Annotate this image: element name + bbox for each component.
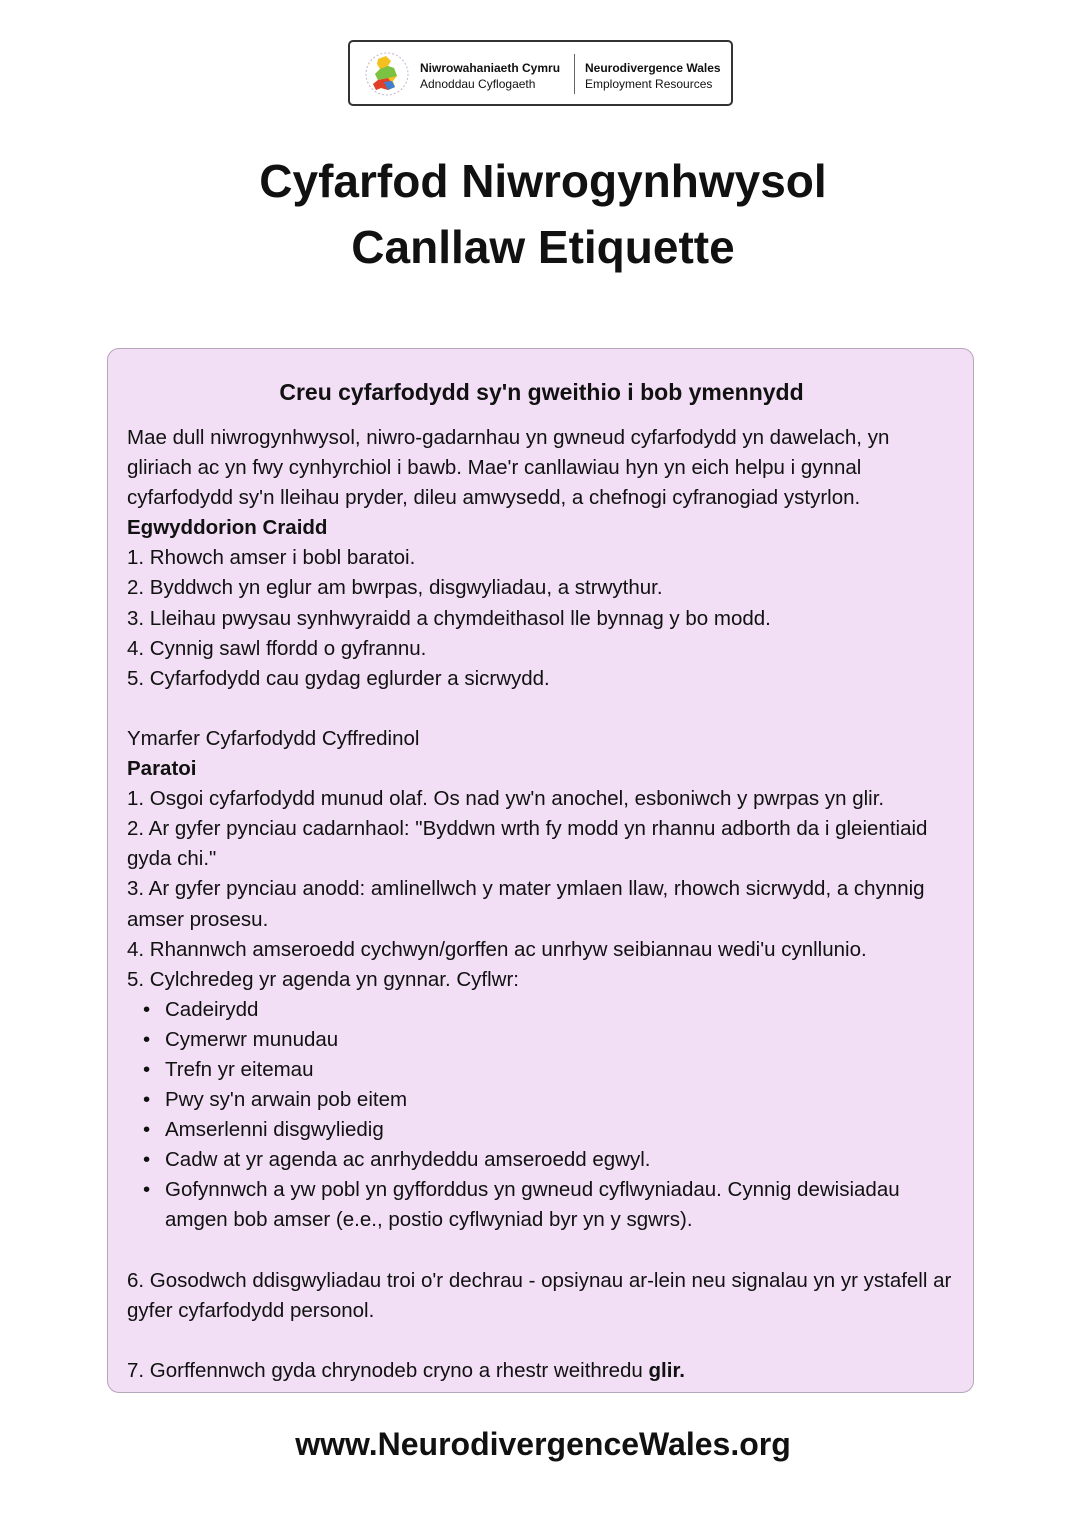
guide-panel: [107, 348, 974, 1393]
logo-english-name: Neurodivergence Wales: [585, 61, 721, 75]
prep-item: 5. Cylchredeg yr agenda yn gynnar. Cyflwr:: [127, 967, 519, 991]
principle-item: 2. Byddwch yn eglur am bwrpas, disgwyliadau, a strwythur.: [127, 576, 663, 600]
intro-paragraph: Mae dull niwrogynhwysol, niwro-gadarnhau yn gwneud cyfarfodydd yn dawelach, yn gliriach ac yn fwy cynhyrchiol i bawb. Mae'r canllawiau hyn yn eich helpu i gynnal cyfarfodydd sy'n lleihau pryder, dileu amwysedd, a chefnogi cyfranogiad ystyrlon.: [127, 426, 890, 510]
logo-divider: [574, 54, 575, 94]
prep-item-7: [127, 1356, 957, 1386]
panel-content: [127, 423, 957, 1386]
bullet-item: • Cymerwr munudau: [165, 1025, 957, 1055]
item-7-text: 7. Gorffennwch gyda chrynodeb cryno a rhestr weithredu: [127, 1358, 649, 1382]
bullet-item: • Amserlenni disgwyliedig: [165, 1115, 957, 1145]
prep-item-6: 6. Gosodwch ddisgwyliadau troi o'r dechrau - opsiynau ar-lein neu signalau yn yr ystafell ar gyfer cyfarfodydd personol.: [127, 1268, 952, 1322]
bullet-item: • Pwy sy'n arwain pob eitem: [165, 1085, 957, 1115]
practice-heading: Ymarfer Cyfarfodydd Cyffredinol: [127, 726, 420, 750]
logo-welsh-subtitle: Adnoddau Cyflogaeth: [420, 77, 536, 91]
logo-english-subtitle: Employment Resources: [585, 77, 713, 91]
prep-item: 1. Osgoi cyfarfodydd munud olaf. Os nad yw'n anochel, esboniwch y pwrpas yn glir.: [127, 787, 885, 811]
agenda-bullet-list: [127, 995, 957, 1236]
title-line-2: Canllaw Etiquette: [351, 221, 735, 273]
item-7-emphasis: glir.: [648, 1358, 685, 1382]
bullet-item: • Cadw at yr agenda ac anrhydeddu amseroedd egwyl.: [165, 1145, 957, 1175]
prep-item: 2. Ar gyfer pynciau cadarnhaol: "Byddwn wrth fy modd yn rhannu adborth da i gleientiaid gyda chi.": [127, 817, 928, 871]
footer-website-url: www.NeurodivergenceWales.org: [295, 1426, 791, 1462]
prep-item: 4. Rhannwch amseroedd cychwyn/gorffen ac unrhyw seibiannau wedi'u cynllunio.: [127, 937, 867, 961]
bullet-item: • Gofynnwch a yw pobl yn gyfforddus yn gwneud cyflwyniadau. Cynnig dewisiadau amgen bob amser (e.e., postio cyflwyniad byr yn y sgwrs).: [165, 1175, 957, 1235]
page-title: [0, 148, 1086, 280]
principle-item: 3. Lleihau pwysau synhwyraidd a chymdeithasol lle bynnag y bo modd.: [127, 606, 771, 630]
principle-item: 1. Rhowch amser i bobl baratoi.: [127, 546, 416, 570]
title-line-1: Cyfarfod Niwrogynhwysol: [259, 155, 827, 207]
bullet-item: • Cadeirydd: [165, 995, 957, 1025]
logo-welsh-name: Niwrowahaniaeth Cymru: [420, 61, 561, 75]
principle-item: 5. Cyfarfodydd cau gydag eglurder a sicrwydd.: [127, 666, 550, 690]
wales-map-logo-icon: [364, 49, 410, 99]
prep-item: 3. Ar gyfer pynciau anodd: amlinellwch y mater ymlaen llaw, rhowch sicrwydd, a chynnig amser prosesu.: [127, 877, 925, 931]
logo-badge: [348, 40, 733, 106]
principles-heading: Egwyddorion Craidd: [127, 516, 328, 540]
panel-heading: Creu cyfarfodydd sy'n gweithio i bob ymennydd: [279, 379, 804, 405]
preparation-heading: Paratoi: [127, 757, 197, 781]
bullet-item: • Trefn yr eitemau: [165, 1055, 957, 1085]
principle-item: 4. Cynnig sawl ffordd o gyfrannu.: [127, 636, 427, 660]
